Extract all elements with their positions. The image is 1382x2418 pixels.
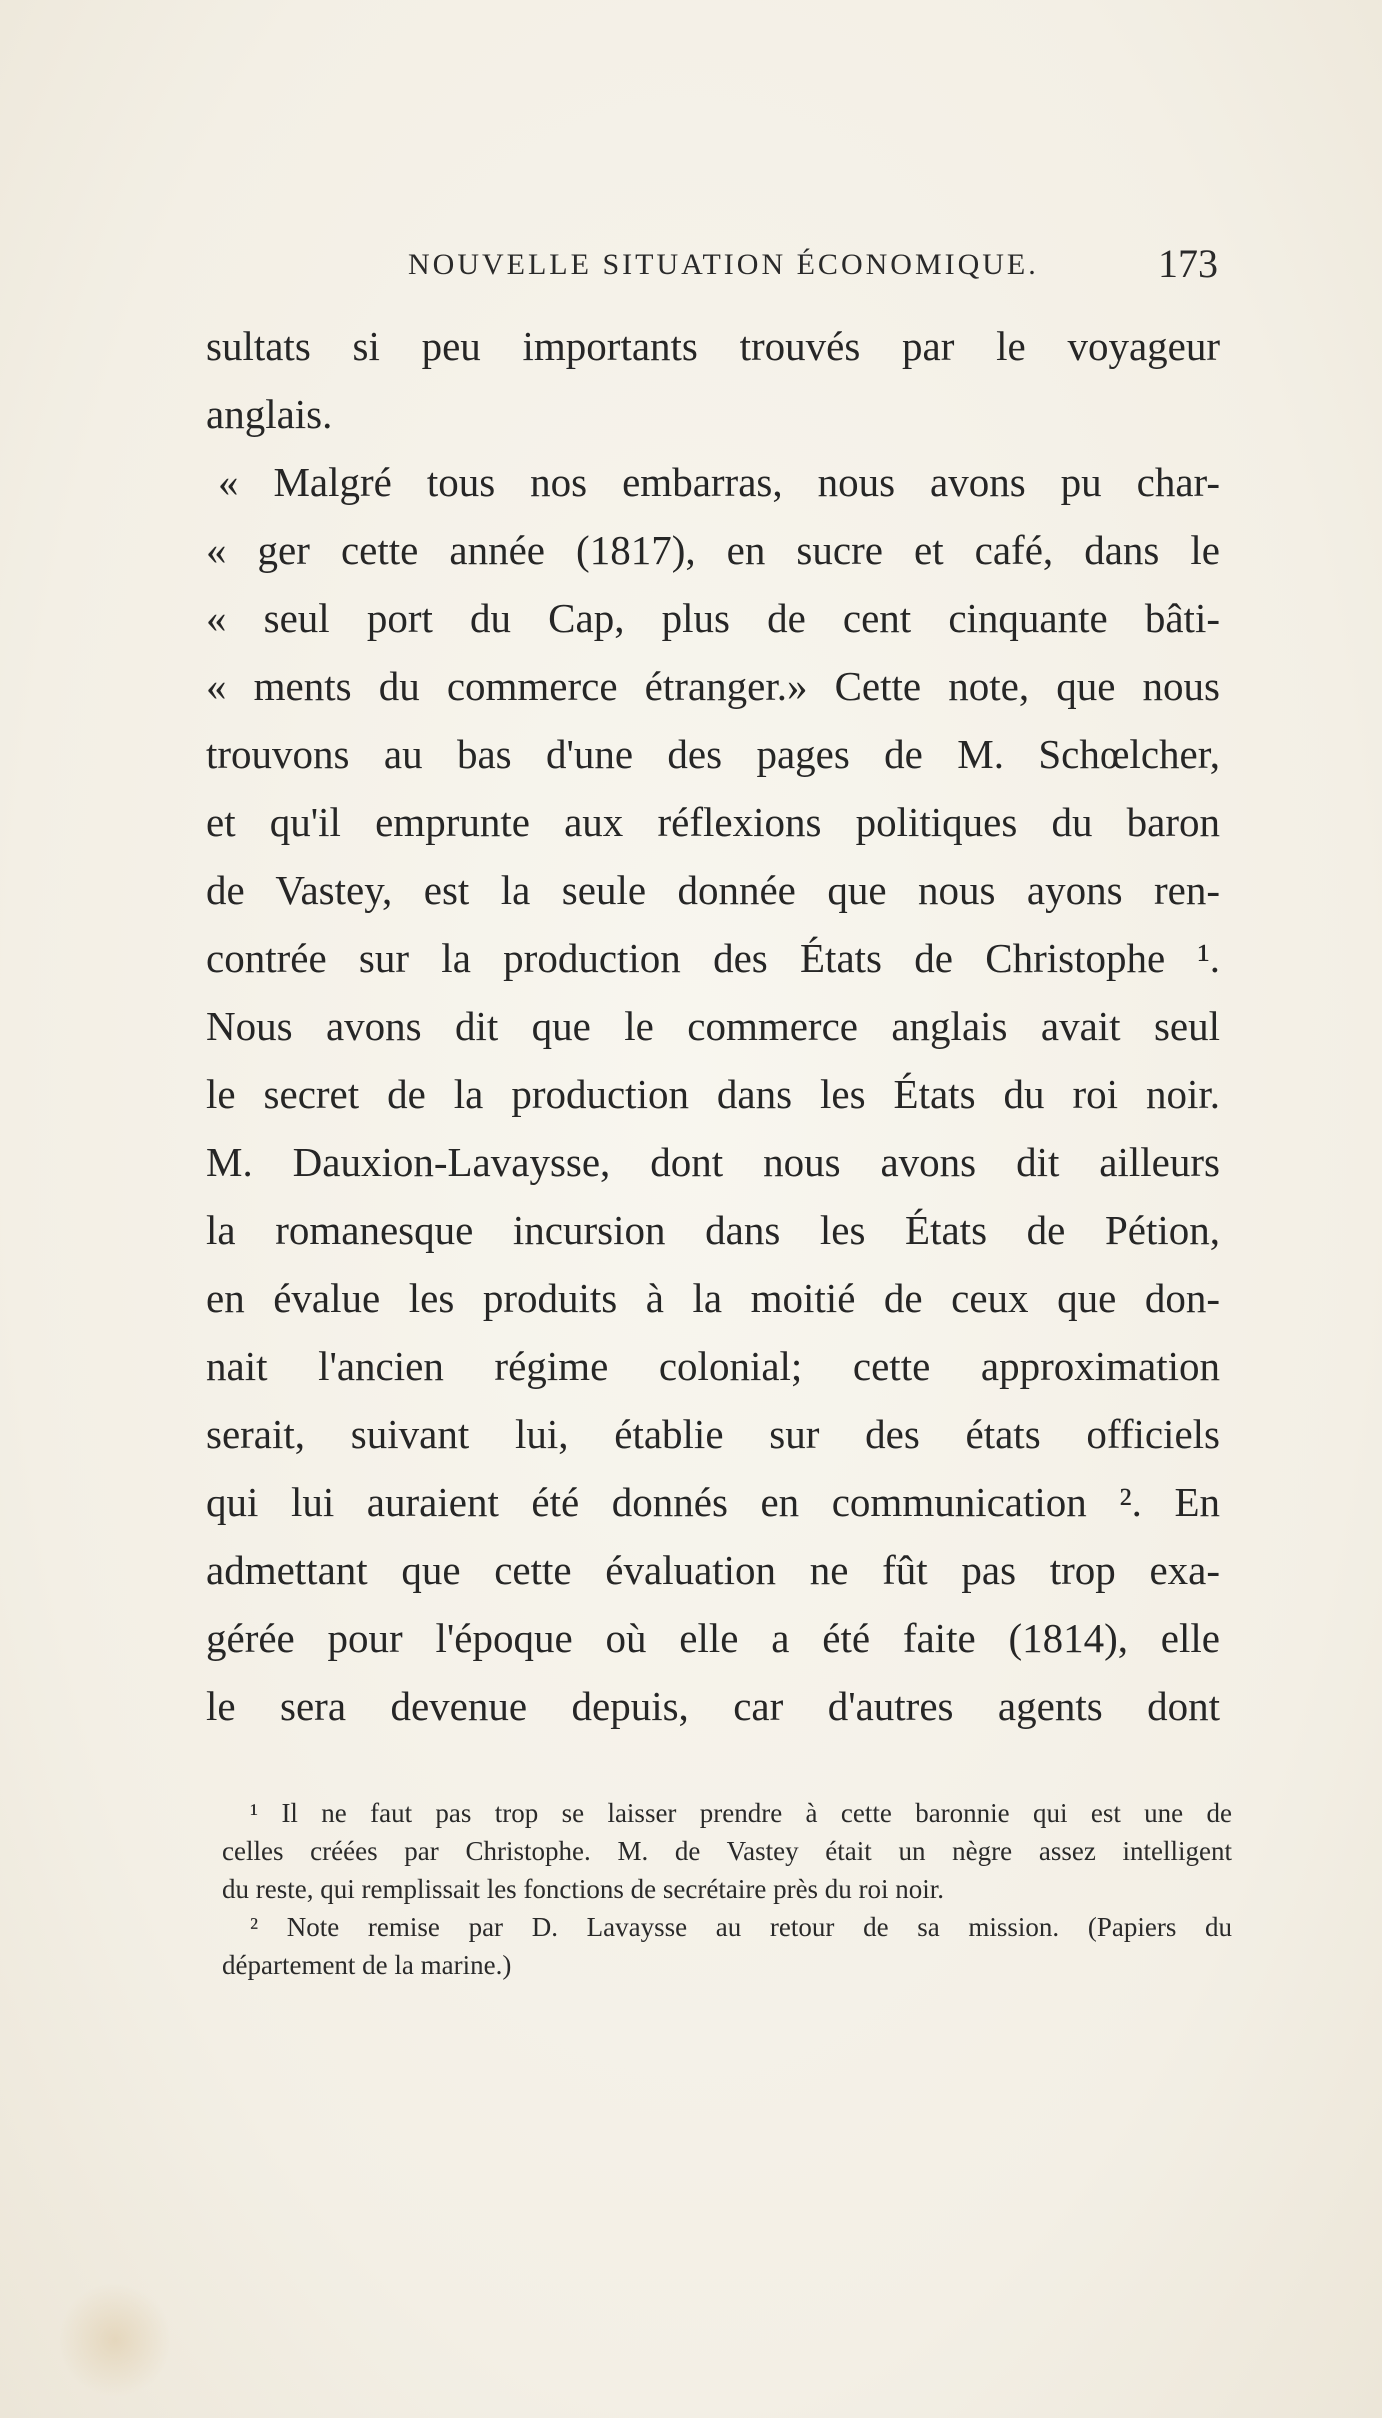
text-line: gérée pour l'époque où elle a été faite (1814), elle (206, 1615, 1220, 1661)
text-line: trouvons au bas d'une des pages de M. Schœlcher, (206, 731, 1220, 777)
running-head (208, 241, 1218, 288)
text-line: « seul port du Cap, plus de cent cinquante bâti- (206, 595, 1220, 641)
text-line: serait, suivant lui, établie sur des états officiels (206, 1411, 1220, 1457)
running-title: NOUVELLE SITUATION ÉCONOMIQUE. (408, 248, 1039, 281)
footnote-line: du reste, qui remplissait les fonctions de secrétaire près du roi noir. (222, 1874, 945, 1904)
text-line: le sera devenue depuis, car d'autres agents dont (206, 1683, 1220, 1729)
text-line: la romanesque incursion dans les États de Pétion, (206, 1207, 1220, 1253)
footnote-line: celles créées par Christophe. M. de Vastey était un nègre assez intelligent (222, 1836, 1232, 1866)
text-line: de Vastey, est la seule donnée que nous ayons ren- (206, 867, 1220, 913)
text-line: « ments du commerce étranger.» Cette note, que nous (206, 663, 1220, 709)
footnote-line: département de la marine.) (222, 1950, 512, 1980)
text-line: anglais. (206, 391, 333, 437)
paper-stain (60, 2280, 170, 2400)
text-line: et qu'il emprunte aux réflexions politiques du baron (206, 799, 1220, 845)
body-text (206, 312, 1220, 1740)
text-line: en évalue les produits à la moitié de ceux que don- (206, 1275, 1220, 1321)
text-line: nait l'ancien régime colonial; cette approximation (206, 1343, 1220, 1389)
footnote-line: ¹ Il ne faut pas trop se laisser prendre à cette baronnie qui est une de (250, 1798, 1232, 1828)
text-line: qui lui auraient été donnés en communication ². En (206, 1479, 1220, 1525)
text-line: Nous avons dit que le commerce anglais avait seul (206, 1003, 1220, 1049)
text-line: le secret de la production dans les États du roi noir. (206, 1071, 1220, 1117)
footnote-line: ² Note remise par D. Lavaysse au retour de sa mission. (Papiers du (250, 1912, 1232, 1942)
text-line: M. Dauxion-Lavaysse, dont nous avons dit ailleurs (206, 1139, 1220, 1185)
text-line: « ger cette année (1817), en sucre et café, dans le (206, 527, 1220, 573)
text-line: « Malgré tous nos embarras, nous avons pu char- (218, 459, 1220, 505)
text-line: sultats si peu importants trouvés par le voyageur (206, 323, 1220, 369)
page-number: 173 (1158, 241, 1218, 286)
text-line: contrée sur la production des États de Christophe ¹. (206, 935, 1220, 981)
text-line: admettant que cette évaluation ne fût pas trop exa- (206, 1547, 1220, 1593)
footnotes (222, 1794, 1232, 1984)
